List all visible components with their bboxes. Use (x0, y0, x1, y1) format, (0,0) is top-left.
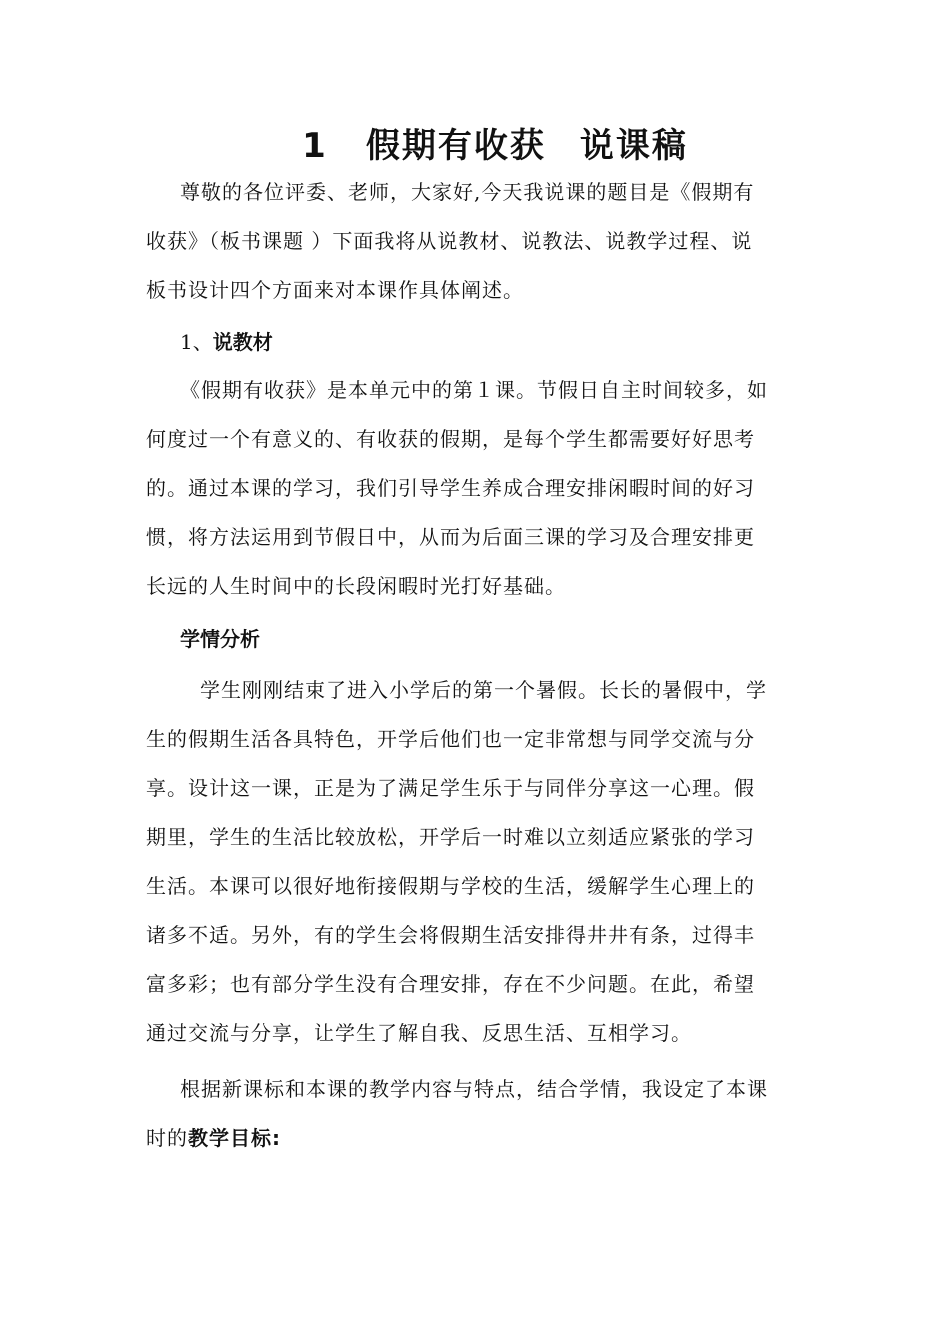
paragraph-line-goals (146, 1114, 808, 1163)
intro-paragraph (146, 168, 808, 315)
paragraph-line: 根据新课标和本课的教学内容与特点，结合学情，我设定了本课 (180, 1077, 768, 1101)
page-title (0, 118, 950, 167)
paragraph-line: 长远的人生时间中的长段闲暇时光打好基础。 (146, 574, 566, 598)
closing-paragraph (146, 1065, 808, 1163)
paragraph-line: 的。通过本课的学习，我们引导学生养成合理安排闲暇时间的好习 (146, 476, 755, 500)
paragraph-line: 生活。本课可以很好地衔接假期与学校的生活，缓解学生心理上的 (146, 874, 755, 898)
goals-prefix: 时的 (146, 1126, 188, 1150)
paragraph-line: 板书设计四个方面来对本课作具体阐述。 (146, 278, 524, 302)
teaching-goals-label: 教学目标: (188, 1126, 281, 1150)
title-main: 假期有收获 (365, 126, 546, 166)
paragraph-line: 通过交流与分享，让学生了解自我、反思生活、互相学习。 (146, 1021, 692, 1045)
textbook-paragraph (146, 366, 808, 611)
section-number: 1、 (180, 330, 213, 354)
title-suffix: 说课稿 (579, 126, 688, 166)
paragraph-line: 期里，学生的生活比较放松，开学后一时难以立刻适应紧张的学习 (146, 825, 755, 849)
paragraph-line: 富多彩；也有部分学生没有合理安排，存在不少问题。在此，希望 (146, 972, 755, 996)
paragraph-line: 何度过一个有意义的、有收获的假期，是每个学生都需要好好思考 (146, 427, 755, 451)
paragraph-line: 收获》（板书课题 ）下面我将从说教材、说教法、说教学过程、说 (146, 229, 753, 253)
paragraph-line: 《假期有收获》是本单元中的第１课。节假日自主时间较多，如 (180, 378, 768, 402)
student-analysis-paragraph (146, 666, 808, 1058)
paragraph-line: 尊敬的各位评委、老师，大家好,今天我说课的题目是《假期有 (180, 180, 755, 204)
section-heading-student-analysis: 学情分析 (180, 627, 260, 651)
paragraph-line: 诸多不适。另外，有的学生会将假期生活安排得井井有条，过得丰 (146, 923, 755, 947)
paragraph-line: 惯，将方法运用到节假日中，从而为后面三课的学习及合理安排更 (146, 525, 755, 549)
paragraph-line: 生的假期生活各具特色，开学后他们也一定非常想与同学交流与分 (146, 727, 755, 751)
paragraph-line: 享。设计这一课，正是为了满足学生乐于与同伴分享这一心理。假 (146, 776, 755, 800)
section-heading-textbook (180, 327, 273, 357)
section-title: 说教材 (212, 330, 273, 354)
paragraph-line: 学生刚刚结束了进入小学后的第一个暑假。长长的暑假中，学 (200, 678, 767, 702)
title-number: 1 (302, 126, 328, 166)
